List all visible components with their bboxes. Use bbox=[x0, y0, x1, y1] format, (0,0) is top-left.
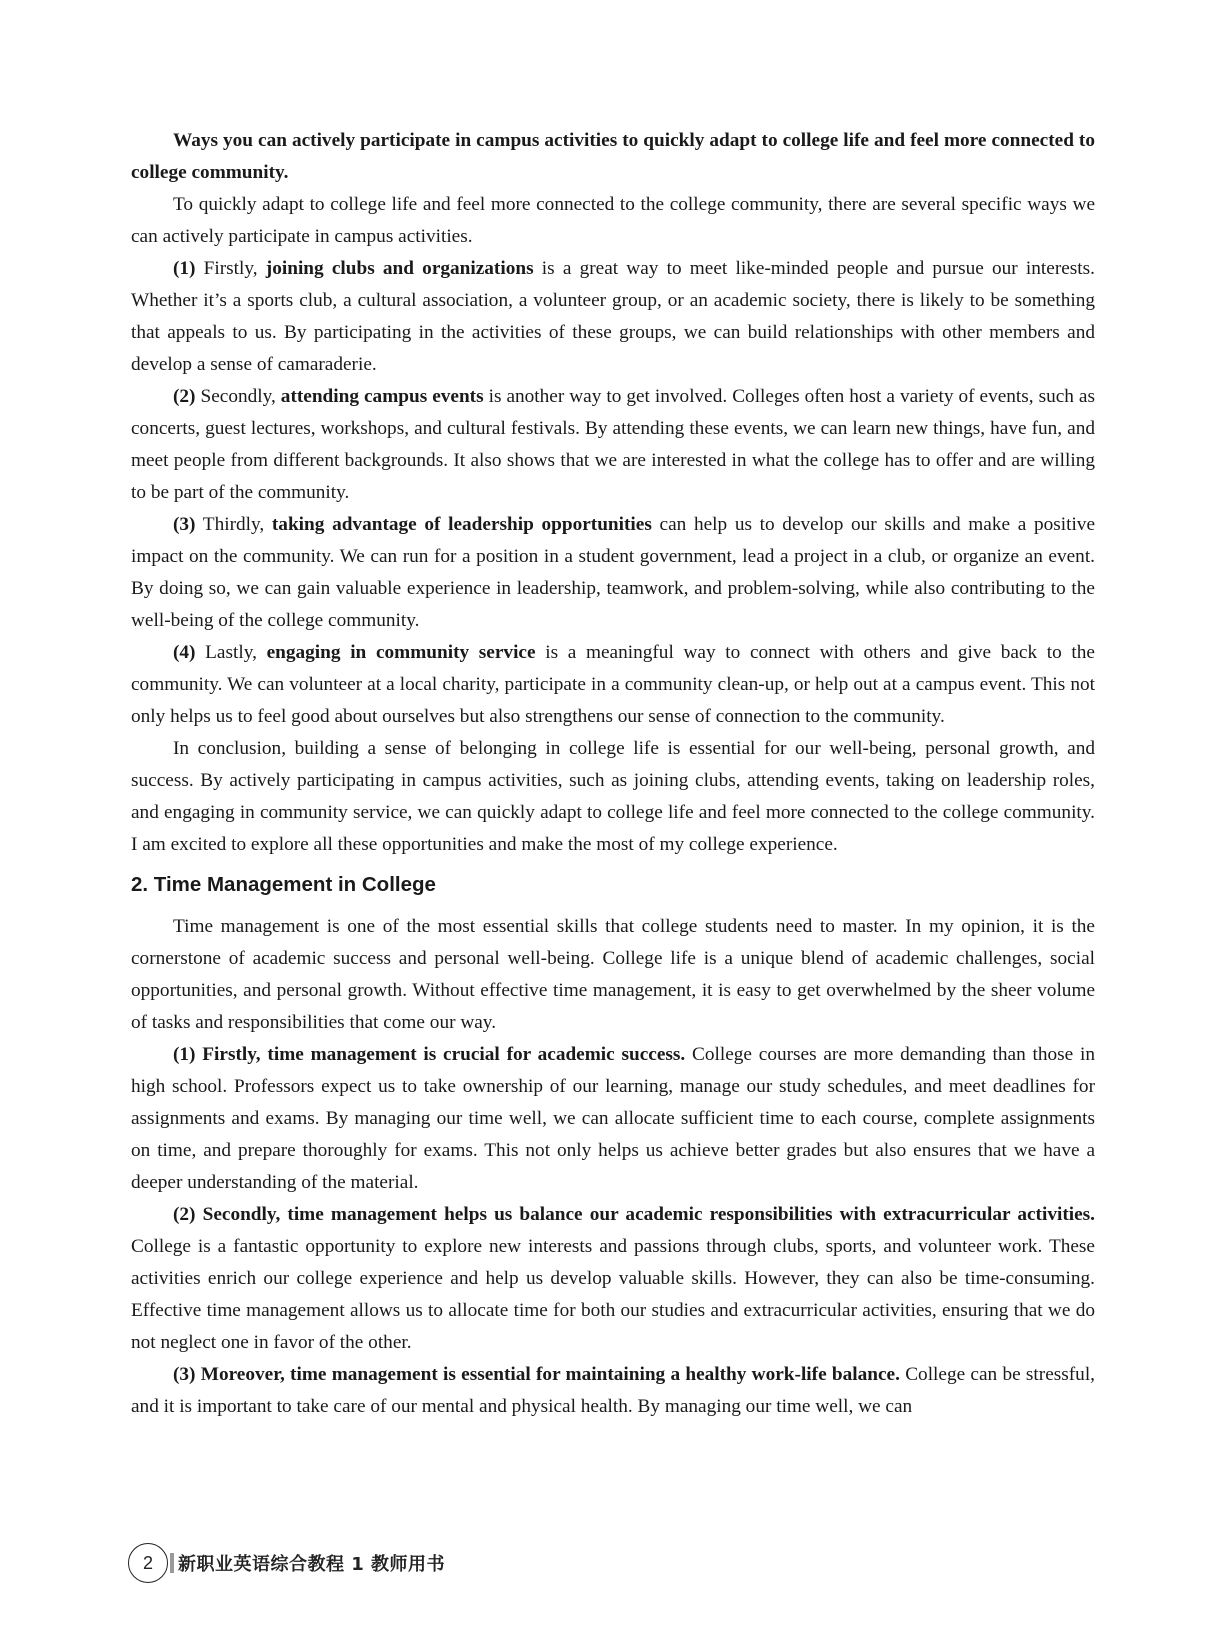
item-body: College can be stressful, and it is important to take care of our mental and physical health. By managing our time well, we can bbox=[131, 1364, 1095, 1417]
item-body: College is a fantastic opportunity to explore new interests and passions through clubs, sports, and volunteer work. These activities enrich our college experience and help us develop valuable skills. However, they can also be time-consuming. Effective time management allows us to allocate time for both our studies and extracurricular activities, ensuring that we do not neglect one in favor of the other. bbox=[131, 1236, 1095, 1353]
item-body: is a meaningful way to connect with others and give back to the community. We can volunteer at a local charity, participate in a community clean-up, or help out at a campus event. This not only helps us to feel good about ourselves but also strengthens our sense of connection to the community. bbox=[131, 642, 1095, 727]
item-lead: Thirdly, bbox=[195, 514, 272, 535]
page-footer bbox=[128, 1541, 445, 1585]
section2-intro: Time management is one of the most essential skills that college students need to master. In my opinion, it is the cornerstone of academic success and personal well-being. College life is a unique blend of academic challenges, social opportunities, and personal growth. Without effective time management, it is easy to get overwhelmed by the sheer volume of tasks and responsibilities that come our way. bbox=[131, 916, 1095, 1033]
item-body: is another way to get involved. Colleges often host a variety of events, such as concerts, guest lectures, workshops, and cultural festivals. By attending these events, we can learn new things, have fun, and meet people from different backgrounds. It also shows that we are interested in what the college has to offer and are willing to be part of the community. bbox=[131, 386, 1095, 503]
item-lead: Secondly, bbox=[195, 386, 281, 407]
item-number: (2) bbox=[173, 386, 196, 407]
item-body: College courses are more demanding than those in high school. Professors expect us to take ownership of our learning, manage our study schedules, and meet deadlines for assignments and exams. By managing our time well, we can allocate sufficient time to each course, complete assignments on time, and prepare thoroughly for exams. This not only helps us achieve better grades but also ensures that we have a deeper understanding of the material. bbox=[131, 1044, 1095, 1193]
section1-heading-text: Ways you can actively participate in campus activities to quickly adapt to college life and feel more connected to college community. bbox=[131, 130, 1095, 183]
page-number-badge bbox=[128, 1543, 168, 1583]
item-lead: Lastly, bbox=[195, 642, 267, 663]
item-body: can help us to develop our skills and make a positive impact on the community. We can run for a position in a student government, lead a project in a club, or organize an event. By doing so, we can gain valuable experience in leadership, teamwork, and problem-solving, while also contributing to the well-being of the college community. bbox=[131, 514, 1096, 631]
section1-heading bbox=[131, 125, 1095, 189]
item-number: (4) bbox=[173, 642, 196, 663]
item-body: is a great way to meet like-minded people and pursue our interests. Whether it’s a sports club, a cultural association, a volunteer group, or an academic society, there is likely to be something that appeals to us. By participating in the activities of these groups, we can build relationships with other members and develop a sense of camaraderie. bbox=[131, 258, 1095, 375]
item-keyphrase: attending campus events bbox=[280, 386, 484, 407]
footer-divider bbox=[170, 1553, 174, 1573]
item-keyphrase: (2) Secondly, time management helps us balance our academic responsibilities with extracurricular activities. bbox=[173, 1204, 1095, 1225]
section1-item-4 bbox=[131, 637, 1095, 733]
item-keyphrase: joining clubs and organizations bbox=[265, 258, 534, 279]
item-keyphrase: (1) Firstly, time management is crucial for academic success. bbox=[173, 1044, 686, 1065]
page-content bbox=[131, 125, 1095, 1423]
item-lead: Firstly, bbox=[195, 258, 266, 279]
section2-item-1 bbox=[131, 1039, 1095, 1199]
book-title: 新职业英语综合教程 1 教师用书 bbox=[178, 1554, 446, 1575]
section2-item-3 bbox=[131, 1359, 1095, 1423]
item-number: (1) bbox=[173, 258, 196, 279]
section2-title: 2. Time Management in College bbox=[131, 873, 436, 896]
item-number: (3) bbox=[173, 514, 196, 535]
section1-conclusion: In conclusion, building a sense of belonging in college life is essential for our well-being, personal growth, and success. By actively participating in campus activities, such as joining clubs, attending events, taking on leadership roles, and engaging in community service, we can quickly adapt to college life and feel more connected to the college community. I am excited to explore all these opportunities and make the most of my college experience. bbox=[131, 738, 1095, 855]
section1-item-3 bbox=[131, 509, 1095, 637]
page-number: 2 bbox=[142, 1552, 153, 1573]
section1-item-1 bbox=[131, 253, 1095, 381]
item-keyphrase: taking advantage of leadership opportunities bbox=[271, 514, 652, 535]
section1-item-2 bbox=[131, 381, 1095, 509]
item-keyphrase: engaging in community service bbox=[266, 642, 536, 663]
item-keyphrase: (3) Moreover, time management is essential for maintaining a healthy work-life balance. bbox=[173, 1364, 900, 1385]
section1-intro: To quickly adapt to college life and feel more connected to the college community, there are several specific ways we can actively participate in campus activities. bbox=[131, 194, 1095, 247]
section2-item-2 bbox=[131, 1199, 1095, 1359]
